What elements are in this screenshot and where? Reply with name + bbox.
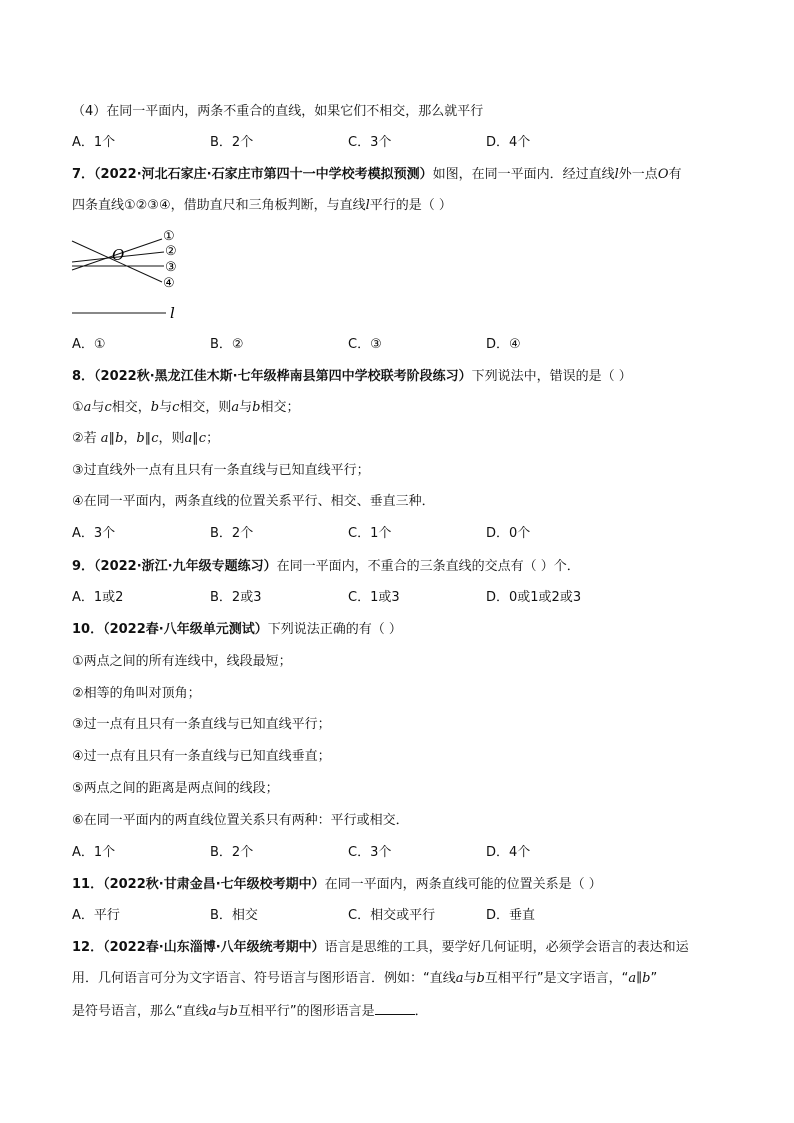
- q7-line2: [72, 197, 452, 215]
- s2-var: b: [136, 431, 145, 446]
- s1-part: 相交；: [260, 400, 300, 415]
- s1-part: 相交，则: [179, 400, 232, 415]
- q7-var-o: O: [657, 167, 669, 182]
- q8-statement-3: ③过直线外一点有且只有一条直线与已知直线平行；: [72, 463, 370, 478]
- q9-options: [72, 589, 732, 607]
- s1-var: a: [83, 400, 92, 415]
- q12-text-3a: 是符号语言，那么“直线: [72, 1004, 209, 1019]
- s2-part: ∥: [108, 431, 116, 446]
- q11-line1: [72, 876, 602, 894]
- q8-line1: [72, 368, 632, 386]
- q6-option-b[interactable]: B．2个: [210, 135, 254, 150]
- q7-figure: [66, 222, 196, 322]
- q12-var-a: a: [208, 1004, 217, 1019]
- q10-option-d[interactable]: D．4个: [486, 845, 531, 860]
- q12-var-a: a: [628, 971, 637, 986]
- q7-var-l: l: [614, 167, 619, 182]
- figure-circled-2: ②: [165, 244, 177, 259]
- s2-part: ∥: [192, 431, 199, 446]
- q7-line2-text: 四条直线①②③④，借助直尺和三角板判断，与直线: [72, 198, 366, 213]
- q9-option-a[interactable]: A．1或2: [72, 590, 124, 605]
- q9-line1: [72, 558, 580, 576]
- q11-options: [72, 907, 732, 925]
- q9-option-b[interactable]: B．2或3: [210, 590, 262, 605]
- q8-statement-1: [72, 399, 300, 417]
- q9-option-d[interactable]: D．0或1或2或3: [486, 590, 582, 605]
- q7-text-b: 外一点: [618, 167, 658, 182]
- q11-option-d[interactable]: D．垂直: [486, 908, 536, 923]
- s2-part: ；: [206, 431, 220, 446]
- q10-item-4: ④过一点有且只有一条直线与已知直线垂直；: [72, 749, 331, 764]
- q9-text: 在同一平面内，不重合的三条直线的交点有（ ）个．: [276, 559, 580, 574]
- s1-part: 相交，: [111, 400, 151, 415]
- q10-item-1: ①两点之间的所有连线中，线段最短；: [72, 654, 292, 669]
- q11-option-a[interactable]: A．平行: [72, 908, 120, 923]
- s2-var: c: [151, 431, 159, 446]
- s2-part: ∥: [144, 431, 152, 446]
- s1-var: b: [252, 400, 261, 415]
- q11-number: 11．: [72, 877, 104, 892]
- q12-text-3b: 与: [216, 1004, 230, 1019]
- q10-text: 下列说法正确的有（ ）: [267, 622, 402, 637]
- q10-source: （2022春·八年级单元测试）: [103, 622, 268, 637]
- figure-circled-1: ①: [163, 229, 175, 244]
- q12-answer-blank[interactable]: [375, 1002, 415, 1015]
- q12-text-3end: ．: [414, 1004, 428, 1019]
- q7-line2-end: 平行的是（ ）: [369, 198, 452, 213]
- q12-parallel-symbol: ∥: [636, 971, 643, 986]
- s2-var: a: [184, 431, 193, 446]
- q7-line1: [72, 166, 682, 184]
- s2-part: ②若: [72, 431, 101, 446]
- q6-option-c[interactable]: C．3个: [348, 135, 392, 150]
- q10-item-3: ③过一点有且只有一条直线与已知直线平行；: [72, 717, 331, 732]
- q6-option-d[interactable]: D．4个: [486, 135, 531, 150]
- figure-circled-3: ③: [165, 260, 177, 275]
- q6-part4-text: （4）在同一平面内，两条不重合的直线，如果它们不相交，那么就平行: [72, 104, 484, 119]
- s1-var: a: [231, 400, 240, 415]
- q7-option-b[interactable]: B．②: [210, 337, 244, 352]
- q7-option-d[interactable]: D．④: [486, 337, 521, 352]
- q9-option-c[interactable]: C．1或3: [348, 590, 400, 605]
- q11-source: （2022秋·甘肃金昌·七年级校考期中）: [103, 877, 325, 892]
- q8-options: [72, 525, 732, 543]
- q12-text-2c: 互相平行”是文字语言，“: [484, 971, 629, 986]
- s1-part: 与: [91, 400, 105, 415]
- figure-label-l: l: [170, 304, 175, 322]
- q9-source: （2022·浙江·九年级专题练习）: [94, 559, 277, 574]
- q10-number: 10．: [72, 622, 104, 637]
- q9-number: 9．: [72, 559, 95, 574]
- q12-var-b: b: [642, 971, 651, 986]
- q12-number: 12．: [72, 940, 104, 955]
- q8-text: 下列说法中，错误的是（ ）: [471, 369, 632, 384]
- q10-option-b[interactable]: B．2个: [210, 845, 254, 860]
- q11-option-c[interactable]: C．相交或平行: [348, 908, 436, 923]
- q6-option-a[interactable]: A．1个: [72, 135, 116, 150]
- q12-text-1: 语言是思维的工具，要学好几何证明，必须学会语言的表达和运: [324, 940, 689, 955]
- q12-text-2b: 与: [463, 971, 477, 986]
- q12-text-2d: ”: [650, 971, 658, 986]
- q7-option-c[interactable]: C．③: [348, 337, 382, 352]
- q10-line1: [72, 621, 402, 639]
- q11-text: 在同一平面内，两条直线可能的位置关系是（ ）: [324, 877, 602, 892]
- q10-item-5: ⑤两点之间的距离是两点间的线段；: [72, 781, 279, 796]
- q7-option-a[interactable]: A．①: [72, 337, 106, 352]
- s2-part: ，则: [158, 431, 185, 446]
- q12-source: （2022春·山东淄博·八年级统考期中）: [103, 940, 325, 955]
- q8-source: （2022秋·黑龙江佳木斯·七年级桦南县第四中学校联考阶段练习）: [94, 369, 472, 384]
- q7-text-c: 有: [668, 167, 682, 182]
- q10-item-6: ⑥在同一平面内的两直线位置关系只有两种：平行或相交．: [72, 813, 409, 828]
- figure-point-o: O: [112, 246, 125, 264]
- s1-part: ①: [72, 400, 84, 415]
- q12-text-2a: 用．几何语言可分为文字语言、符号语言与图形语言．例如：“直线: [72, 971, 456, 986]
- q8-statement-4: ④在同一平面内，两条直线的位置关系平行、相交、垂直三种．: [72, 494, 435, 509]
- s2-var: b: [115, 431, 124, 446]
- s2-var: c: [198, 431, 207, 446]
- s2-part: ，: [123, 431, 137, 446]
- q6-options: [72, 134, 732, 152]
- q12-line3: [72, 1002, 428, 1021]
- q11-option-b[interactable]: B．相交: [210, 908, 258, 923]
- s1-var: b: [150, 400, 160, 415]
- q8-option-a[interactable]: A．3个: [72, 526, 116, 541]
- q10-item-2: ②相等的角叫对顶角；: [72, 686, 201, 701]
- q8-number: 8．: [72, 369, 95, 384]
- q10-option-c[interactable]: C．3个: [348, 845, 392, 860]
- q12-var-b: b: [476, 971, 485, 986]
- s1-var: c: [104, 400, 112, 415]
- q7-number: 7．: [72, 167, 95, 182]
- q8-option-b[interactable]: B．2个: [210, 526, 254, 541]
- figure-circled-4: ④: [163, 276, 175, 291]
- q12-line2: [72, 970, 657, 988]
- s2-var: a: [100, 431, 109, 446]
- s1-var: c: [172, 400, 180, 415]
- s1-part: 与: [159, 400, 173, 415]
- q12-var-a: a: [455, 971, 464, 986]
- q10-options: [72, 844, 732, 862]
- q12-line1: [72, 939, 689, 957]
- q8-option-d[interactable]: D．0个: [486, 526, 531, 541]
- q8-statement-2: [72, 430, 219, 448]
- q8-option-c[interactable]: C．1个: [348, 526, 392, 541]
- q7-var-l2: l: [365, 198, 370, 213]
- q12-var-b: b: [229, 1004, 238, 1019]
- q10-option-a[interactable]: A．1个: [72, 845, 116, 860]
- q7-options: [72, 336, 732, 354]
- q7-source: （2022·河北石家庄·石家庄市第四十一中学校考模拟预测）: [94, 167, 433, 182]
- s1-part: 与: [239, 400, 253, 415]
- q12-text-3c: 互相平行”的图形语言是: [237, 1004, 375, 1019]
- q7-text: 如图，在同一平面内．经过直线: [432, 167, 615, 182]
